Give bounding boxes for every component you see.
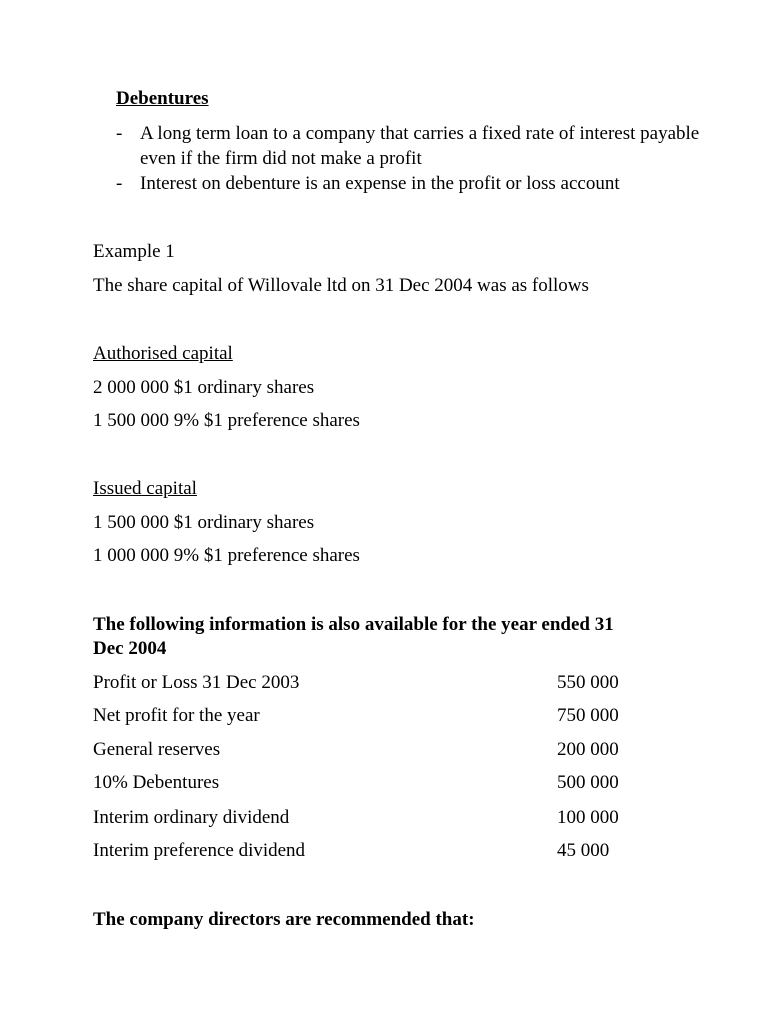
row-value: 550 000 — [557, 672, 619, 693]
info-heading-line: The following information is also available for the year ended 31 — [93, 614, 614, 635]
row-label: Net profit for the year — [93, 705, 260, 726]
row-value: 45 000 — [557, 840, 610, 861]
recommendation-heading: The company directors are recommended that: — [93, 909, 475, 930]
example-label: Example 1 — [93, 241, 175, 262]
bullet-text: Interest on debenture is an expense in the profit or loss account — [140, 173, 620, 194]
row-value: 200 000 — [557, 739, 619, 760]
row-label: Interim preference dividend — [93, 840, 306, 861]
row-label: Profit or Loss 31 Dec 2003 — [93, 672, 300, 693]
issued-capital-heading: Issued capital — [93, 478, 197, 499]
authorised-capital-line: 2 000 000 $1 ordinary shares — [93, 377, 315, 398]
authorised-capital-heading: Authorised capital — [93, 343, 233, 364]
row-label: 10% Debentures — [93, 772, 220, 793]
example-intro: The share capital of Willovale ltd on 31 Dec 2004 was as follows — [93, 275, 589, 296]
row-value: 500 000 — [557, 772, 619, 793]
authorised-capital-line: 1 500 000 9% $1 preference shares — [93, 410, 360, 431]
bullet-marker: - — [116, 173, 123, 194]
row-label: General reserves — [93, 739, 221, 760]
issued-capital-line: 1 500 000 $1 ordinary shares — [93, 512, 315, 533]
row-value: 750 000 — [557, 705, 619, 726]
row-value: 100 000 — [557, 807, 619, 828]
section-title: Debentures — [116, 88, 209, 109]
bullet-text: A long term loan to a company that carries a fixed rate of interest payable even if the firm did not make a profit — [140, 123, 700, 169]
info-heading-line: Dec 2004 — [93, 638, 167, 659]
row-label: Interim ordinary dividend — [93, 807, 290, 828]
bullet-marker: - — [116, 123, 123, 144]
issued-capital-line: 1 000 000 9% $1 preference shares — [93, 545, 360, 566]
